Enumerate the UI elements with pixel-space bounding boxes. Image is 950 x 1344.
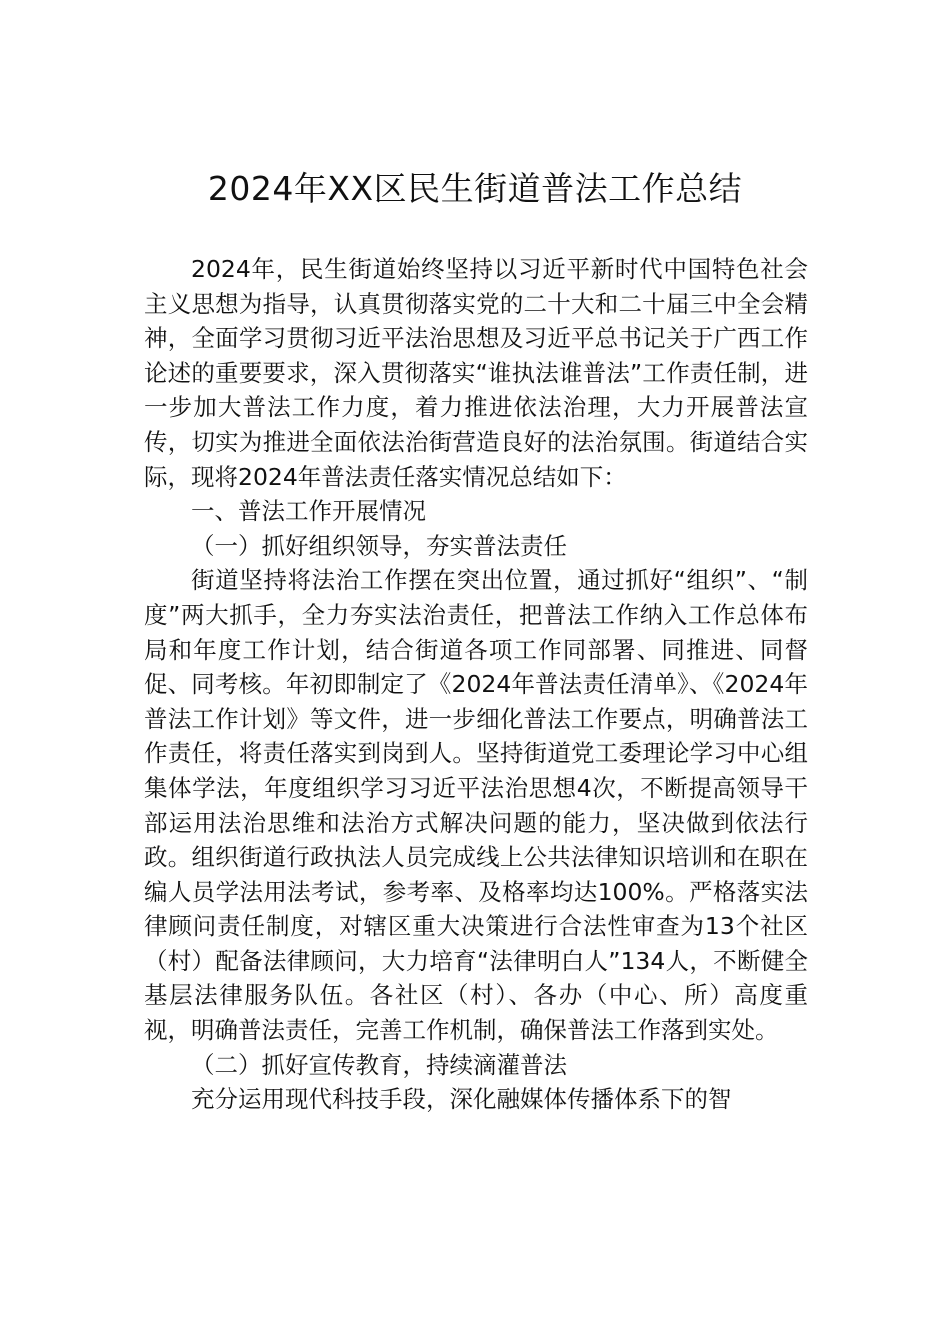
intro-paragraph: 2024年，民生街道始终坚持以习近平新时代中国特色社会主义思想为指导，认真贯彻落实党的二十大和二十届三中全会精神，全面学习贯彻习近平法治思想及习近平总书记关于广西工作论述的重要要求，深入贯彻落实“谁执法谁普法”工作责任制，进一步加大普法工作力度，着力推进依法治理，大力开展普法宣传，切实为推进全面依法治街营造良好的法治氛围。街道结合实际，现将2024年普法责任落实情况总结如下： [144,255,808,491]
document-body [144,252,808,1117]
subsection-heading-2: （二）抓好宣传教育，持续滴灌普法 [191,1050,567,1079]
body-paragraph-organization: 街道坚持将法治工作摆在突出位置，通过抓好“组织”、“制度”两大抓手，全力夯实法治责任，把普法工作纳入工作总体布局和年度工作计划，结合街道各项工作同部署、同推进、同督促、同考核。年初即制定了《2024年普法责任清单》、《2024年普法工作计划》等文件，进一步细化普法工作要点，明确普法工作责任，将责任落实到岗到人。坚持街道党工委理论学习中心组集体学法，年度组织学习习近平法治思想4次，不断提高领导干部运用法治思维和法治方式解决问题的能力，坚决做到依法行政。组织街道行政执法人员完成线上公共法律知识培训和在职在编人员学法用法考试，参考率、及格率均达100%。严格落实法律顾问责任制度，对辖区重大决策进行合法性审查为13个社区（村）配备法律顾问，大力培育“法律明白人”134人，不断健全基层法律服务队伍。各社区（村）、各办（中心、所）高度重视，明确普法责任，完善工作机制，确保普法工作落到实处。 [144,566,808,1045]
body-paragraph-publicity: 充分运用现代科技手段，深化融媒体传播体系下的智 [191,1085,732,1114]
subsection-heading-1: （一）抓好组织领导，夯实普法责任 [191,531,567,560]
section-heading-1: 一、普法工作开展情况 [191,497,426,526]
document-title: 2024年XX区民生街道普法工作总结 [207,169,743,208]
